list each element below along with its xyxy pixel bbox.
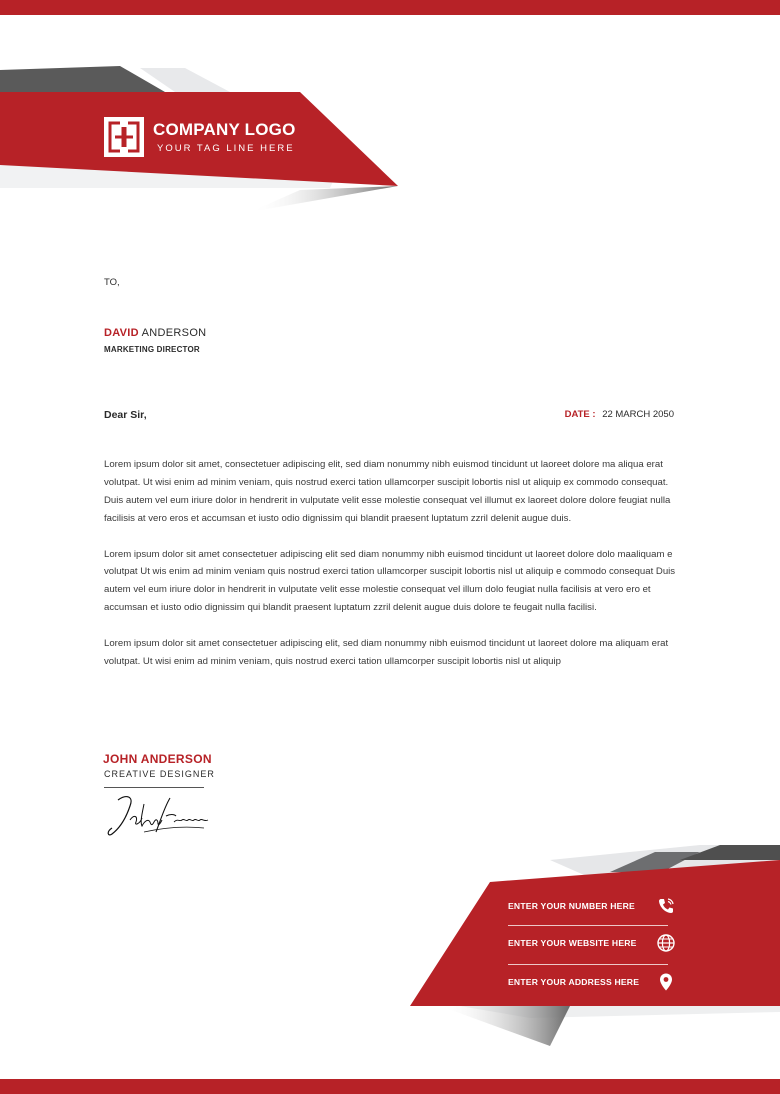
handwritten-signature (104, 792, 214, 840)
logo-title: COMPANY LOGO (153, 120, 296, 139)
top-border-bar (0, 0, 780, 15)
body-paragraph: Lorem ipsum dolor sit amet, consectetuer adipiscing elit, sed diam nonummy nibh euismod tincidunt ut laoreet dolore ma aliqua erat volutpat. Ut wisi enim ad minim veniam, quis nostrud exerci tation ullamcorper suscipit lobortis nisl ut aliquip ex commodo consequat. Duis autem vel eum iriure dolor in hendrerit in vulputate velit esse molestie consequat vel illumut ex laoreet dolore dolore feugiat nulla facilisis at vero eros et accumsan et iusto odio dignissim qui blandit praesent luptatum zzril delenit augue duis. (104, 459, 671, 524)
recipient-last-name: ANDERSON (141, 327, 207, 339)
contact-phone (508, 896, 676, 916)
website-text: ENTER YOUR WEBSITE HERE (508, 938, 637, 948)
sender-role: CREATIVE DESIGNER (104, 769, 215, 779)
body-paragraph: Lorem ipsum dolor sit amet consectetuer adipiscing elit sed diam nonummy nibh euismod tincidunt ut laoreet dolore dolo maaliquam e volutpat Ut wis enim ad minim veniam quis nostrud exerci tation ullamcorper suscipit lobortis nisl ut aliquip e commodo consequat Duis autem vel eum iriure dolor in hendrerit in vulputate velit esse molestie consequat vel illum dolo feugiat nulla facilisis at vero ero et accumsan et iusto odio dignissim qui blandit praesent luptatum zzril delenit augue duis dolore te feugait nulla facilisi. (104, 548, 676, 614)
sender-name: JOHN ANDERSON (103, 752, 212, 766)
phone-icon (656, 896, 676, 916)
contact-website (508, 933, 676, 953)
bottom-border-bar (0, 1079, 780, 1094)
contact-address (508, 972, 676, 992)
address-text: ENTER YOUR ADDRESS HERE (508, 977, 640, 987)
date-label: DATE : (564, 409, 596, 420)
date-value: 22 MARCH 2050 (602, 409, 674, 420)
letter-body (104, 456, 676, 689)
recipient-role: MARKETING DIRECTOR (104, 345, 200, 354)
footer-shadow-shape (440, 1006, 570, 1046)
to-label: TO, (104, 277, 120, 288)
phone-text: ENTER YOUR NUMBER HERE (508, 901, 635, 911)
contact-divider (508, 964, 668, 965)
contact-divider (508, 925, 668, 926)
body-paragraph: Lorem ipsum dolor sit amet consectetuer adipiscing elit, sed diam nonummy nibh euismod tincidunt ut laoreet dolore ma aliquam erat volutpat. Ut wisi enim ad minim veniam, quis nostrud exerci tation ullamcorper suscipit lobortis nisl ut aliquip (104, 638, 669, 667)
salutation: Dear Sir, (104, 409, 147, 421)
header-shadow-shape (250, 186, 398, 212)
globe-icon (656, 933, 676, 953)
logo-mark-icon (104, 117, 144, 157)
signature-divider (104, 787, 204, 788)
logo-tagline: YOUR TAG LINE HERE (157, 143, 295, 154)
header-dark-shape (0, 66, 165, 92)
company-logo (104, 117, 296, 157)
recipient-name (104, 327, 206, 339)
recipient-first-name: DAVID (104, 327, 139, 339)
location-pin-icon (656, 972, 676, 992)
date-line (565, 409, 674, 420)
